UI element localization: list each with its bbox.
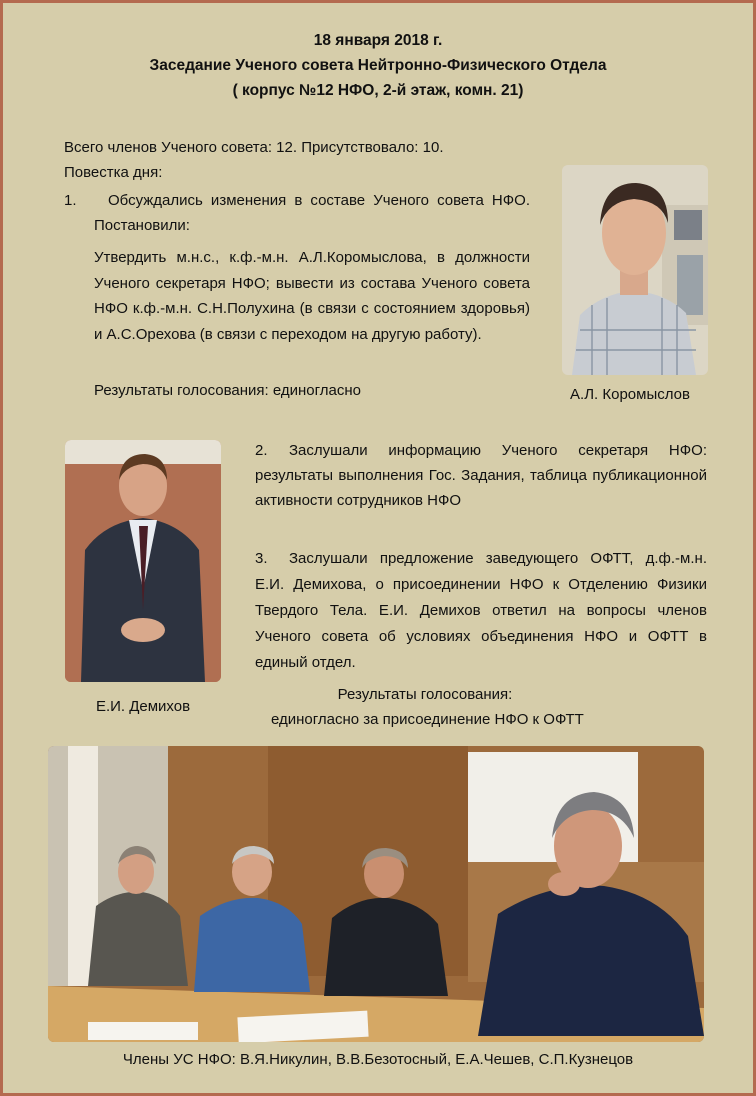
- attendance: Всего членов Ученого совета: 12. Присутствовало: 10.: [64, 139, 444, 156]
- photo-koromyslov: [562, 165, 708, 375]
- meeting-location: ( корпус №12 НФО, 2-й этаж, комн. 21): [232, 82, 524, 99]
- photo3-caption: Члены УС НФО: В.Я.Никулин, В.В.Безотосный, Е.А.Чешев, С.П.Кузнецов: [122, 1051, 634, 1068]
- meeting-title: Заседание Ученого совета Нейтронно-Физического Отдела: [149, 57, 607, 74]
- item3-text: Заслушали предложение заведующего ОФТТ, д.ф.-м.н. Е.И. Демихова, о присоединении НФО к Отделению Физики Твердого Тела. Е.И. Демихов ответил на вопросы членов Ученого совета об условиях объединения НФО и ОФТТ в единый отдел.: [255, 550, 707, 671]
- photo-members: [48, 746, 704, 1042]
- item2-number: 2.: [255, 442, 268, 459]
- item2-text: Заслушали информацию Ученого секретаря НФО: результаты выполнения Гос. Задания, таблица публикационной активности сотрудников НФО: [255, 442, 707, 509]
- item1-number: 1.: [64, 192, 77, 209]
- header: [0, 28, 756, 103]
- photo1-caption: А.Л. Коромыслов: [570, 386, 690, 403]
- item3-number: 3.: [255, 550, 268, 567]
- item1-decision: Утвердить м.н.с., к.ф.-м.н. А.Л.Коромыслова, в должности Ученого секретаря НФО; вывести из состава Ученого совета НФО к.ф.-м.н. С.Н.Полухина (в связи с состоянием здоровья) и А.С.Орехова (в связи с переходом на другую работу).: [94, 249, 530, 343]
- agenda-label: Повестка дня:: [64, 164, 163, 181]
- item1-vote: Результаты голосования: единогласно: [94, 382, 361, 399]
- item1-discussed: Обсуждались изменения в составе Ученого совета НФО. Постановили:: [94, 192, 530, 234]
- item3-vote-result: единогласно за присоединение НФО к ОФТТ: [271, 711, 584, 728]
- meeting-date: 18 января 2018 г.: [313, 32, 443, 49]
- item3-vote-label: Результаты голосования:: [337, 686, 513, 703]
- photo2-caption: Е.И. Демихов: [95, 698, 191, 715]
- photo-demikhov: [65, 440, 221, 682]
